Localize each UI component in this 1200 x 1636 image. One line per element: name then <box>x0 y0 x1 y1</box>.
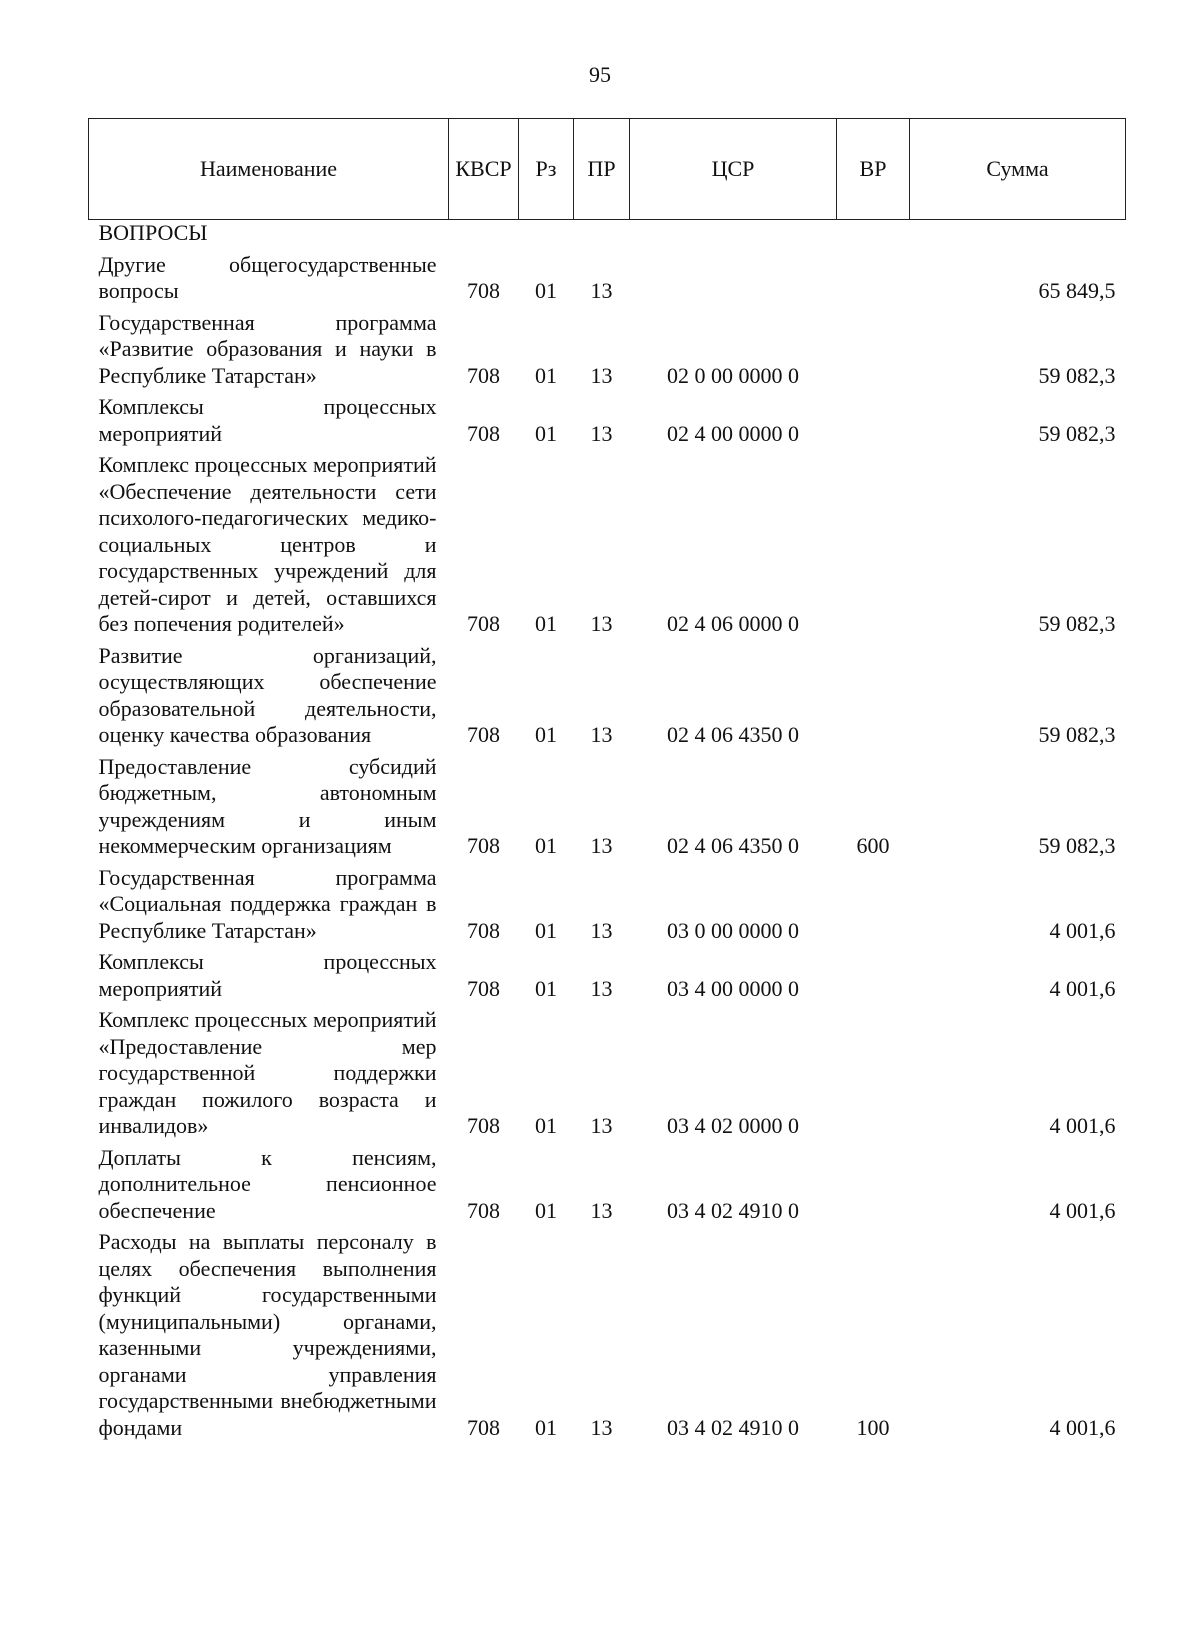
row-name: Другие общегосударственные вопросы <box>98 251 437 303</box>
row-rz: 01 <box>535 611 557 636</box>
row-csr: 02 4 06 4350 0 <box>667 722 799 747</box>
row-vr <box>837 638 910 749</box>
row-vr <box>837 860 910 945</box>
row-vr <box>837 1002 910 1140</box>
row-csr: 02 4 06 4350 0 <box>667 833 799 858</box>
row-pr: 13 <box>590 278 613 303</box>
row-rz: 01 <box>535 1113 557 1138</box>
column-header-vr: ВР <box>837 119 910 220</box>
table-row <box>89 1224 1126 1441</box>
row-kvsr: 708 <box>467 611 500 636</box>
row-name: Комплексы процессных мероприятий <box>98 949 437 1001</box>
row-name: Расходы на выплаты персоналу в целях обеспечения выполнения функций государственными (муниципальными) органами, казенными учреждениями, органами управления государственными внебюджетными фондами <box>98 1229 437 1440</box>
row-name: Комплекс процессных мероприятий «Предоставление мер государственной поддержки граждан пожилого возраста и инвалидов» <box>98 1007 437 1138</box>
column-header-pr: ПР <box>574 119 630 220</box>
row-csr: 02 4 06 0000 0 <box>667 611 799 636</box>
row-kvsr: 708 <box>467 1113 500 1138</box>
row-sum: 59 082,3 <box>1038 420 1116 446</box>
row-kvsr: 708 <box>467 278 500 303</box>
row-kvsr: 708 <box>467 1414 500 1440</box>
row-sum: 59 082,3 <box>1038 611 1116 636</box>
row-csr: 03 4 00 0000 0 <box>667 975 799 1001</box>
row-name: Развитие организаций, осуществляющих обеспечение образовательной деятельности, оценку качества образования <box>98 642 437 747</box>
row-rz: 01 <box>535 1414 557 1440</box>
row-kvsr: 708 <box>467 975 500 1001</box>
row-sum: 4 001,6 <box>1049 1414 1116 1440</box>
row-rz: 01 <box>535 975 557 1001</box>
row-kvsr: 708 <box>467 420 500 446</box>
row-kvsr: 708 <box>467 917 500 943</box>
row-vr <box>837 1140 910 1225</box>
page-number: 95 <box>589 62 611 87</box>
row-rz: 01 <box>535 1197 557 1223</box>
row-pr: 13 <box>590 420 613 446</box>
row-name: Комплекс процессных мероприятий «Обеспечение деятельности сети психолого-педагогических медико-социальных центров и государственных учреждений для детей-сирот и детей, оставшихся без попечения родителей» <box>98 452 437 636</box>
row-vr <box>837 944 910 1002</box>
column-header-kvsr: КВСР <box>449 119 519 220</box>
row-vr: 100 <box>856 1414 890 1440</box>
row-kvsr: 708 <box>467 1197 500 1223</box>
row-pr: 13 <box>590 611 613 636</box>
row-pr: 13 <box>590 833 613 858</box>
row-name: Государственная программа «Социальная поддержка граждан в Республике Татарстан» <box>98 864 437 943</box>
table-row <box>89 1002 1126 1140</box>
row-pr: 13 <box>590 975 613 1001</box>
row-pr: 13 <box>590 722 613 747</box>
row-rz: 01 <box>535 833 557 858</box>
table-header <box>89 119 1126 220</box>
row-csr: 02 0 00 0000 0 <box>667 362 799 388</box>
row-name: Доплаты к пенсиям, дополнительное пенсионное обеспечение <box>98 1144 437 1223</box>
row-rz: 01 <box>535 420 557 446</box>
row-kvsr: 708 <box>467 362 500 388</box>
row-csr: 03 4 02 4910 0 <box>667 1414 799 1440</box>
row-sum: 4 001,6 <box>1049 917 1116 943</box>
row-vr <box>837 389 910 447</box>
row-csr: 03 4 02 4910 0 <box>667 1197 799 1223</box>
continuation-row <box>89 220 1126 247</box>
row-pr: 13 <box>590 1197 613 1223</box>
row-sum: 4 001,6 <box>1049 975 1116 1001</box>
table-row <box>89 305 1126 390</box>
continuation-text: ВОПРОСЫ <box>98 220 208 245</box>
row-sum: 59 082,3 <box>1038 833 1116 858</box>
row-kvsr: 708 <box>467 833 500 858</box>
row-pr: 13 <box>590 917 613 943</box>
row-vr <box>837 305 910 390</box>
row-pr: 13 <box>590 362 613 388</box>
row-kvsr: 708 <box>467 722 500 747</box>
row-rz: 01 <box>535 917 557 943</box>
row-csr <box>630 247 837 305</box>
row-sum: 65 849,5 <box>1038 278 1116 303</box>
row-sum: 59 082,3 <box>1038 362 1116 388</box>
row-csr: 02 4 00 0000 0 <box>667 420 799 446</box>
row-csr: 03 0 00 0000 0 <box>667 917 799 943</box>
row-vr: 600 <box>856 833 890 858</box>
column-header-name: Наименование <box>89 119 449 220</box>
row-name: Государственная программа «Развитие образования и науки в Республике Татарстан» <box>98 309 437 388</box>
table-row <box>89 247 1126 305</box>
table-row <box>89 1140 1126 1225</box>
row-name: Предоставление субсидий бюджетным, автономным учреждениям и иным некоммерческим организациям <box>98 753 437 858</box>
row-sum: 59 082,3 <box>1038 722 1116 747</box>
table-row <box>89 749 1126 860</box>
row-vr <box>837 447 910 638</box>
budget-table <box>88 118 1126 1441</box>
row-pr: 13 <box>590 1113 613 1138</box>
table-body <box>89 220 1126 1442</box>
row-rz: 01 <box>535 278 557 303</box>
table-row <box>89 860 1126 945</box>
table-row <box>89 944 1126 1002</box>
column-header-sum: Сумма <box>910 119 1126 220</box>
row-sum: 4 001,6 <box>1049 1197 1116 1223</box>
row-sum: 4 001,6 <box>1049 1113 1116 1138</box>
row-name: Комплексы процессных мероприятий <box>98 394 437 446</box>
column-header-csr: ЦСР <box>630 119 837 220</box>
table-row <box>89 447 1126 638</box>
column-header-rz: Рз <box>519 119 574 220</box>
row-rz: 01 <box>535 362 557 388</box>
row-pr: 13 <box>590 1414 613 1440</box>
row-rz: 01 <box>535 722 557 747</box>
table-row <box>89 389 1126 447</box>
table-row <box>89 638 1126 749</box>
row-csr: 03 4 02 0000 0 <box>667 1113 799 1138</box>
row-vr <box>837 247 910 305</box>
